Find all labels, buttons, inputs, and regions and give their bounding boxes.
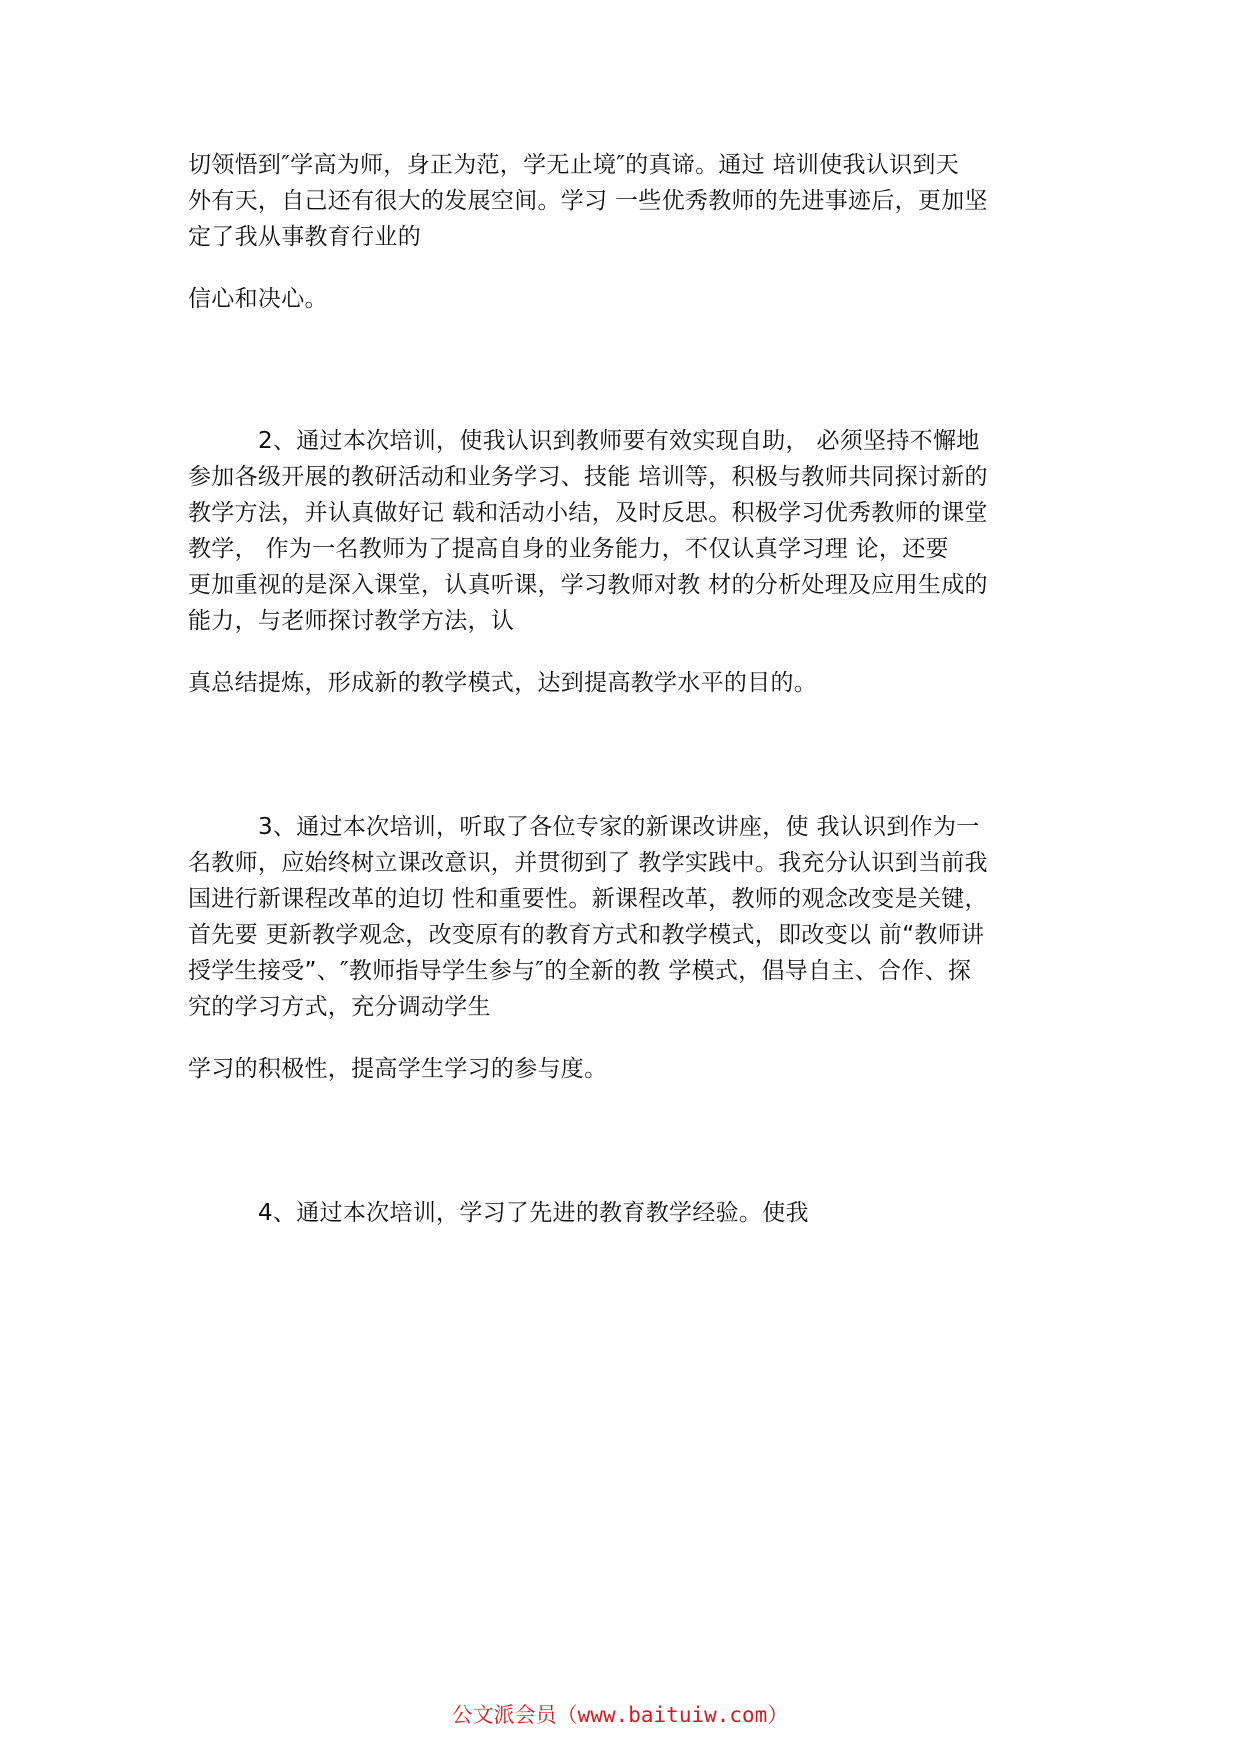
paragraph-line: 首先要 更新教学观念，改变原有的教育方式和教学模式，即改变以 前“教师讲 — [188, 922, 985, 948]
footer-brand: 公文派会员 — [451, 1703, 557, 1727]
paragraph-line: 更加重视的是深入课堂，认真听课，学习教师对教 材的分析处理及应用生成的 — [188, 572, 988, 598]
paragraph-line: 定了我从事教育行业的 — [188, 224, 421, 250]
paragraph-line: 切领悟到″学高为师，身正为范，学无止境″的真谛。通过 培训使我认识到天 — [188, 152, 959, 178]
footer-close-paren: ） — [767, 1703, 789, 1727]
paragraph-line: 外有天，自己还有很大的发展空间。学习 一些优秀教师的先进事迹后，更加坚 — [188, 188, 988, 214]
paragraph-line: 授学生接受”、″教师指导学生参与″的全新的教 学模式，倡导自主、合作、探 — [188, 958, 972, 984]
paragraph-line: 教学， 作为一名教师为了提高自身的业务能力，不仅认真学习理 论，还要 — [188, 536, 949, 562]
paragraph-line: 真总结提炼，形成新的教学模式，达到提高教学水平的目的。 — [188, 670, 818, 696]
paragraph-line: 学习的积极性，提高学生学习的参与度。 — [188, 1056, 608, 1082]
paragraph-line: 参加各级开展的教研活动和业务学习、技能 培训等，积极与教师共同探讨新的 — [188, 464, 988, 490]
paragraph-line: 2、通过本次培训，使我认识到教师要有效实现自助， 必须坚持不懈地 — [258, 428, 980, 454]
footer-watermark — [0, 1700, 1240, 1730]
paragraph-line: 3、通过本次培训，听取了各位专家的新课改讲座，使 我认识到作为一 — [258, 814, 980, 840]
paragraph-line: 能力，与老师探讨教学方法，认 — [188, 608, 515, 634]
paragraph-line: 4、通过本次培训，学习了先进的教育教学经验。使我 — [258, 1200, 809, 1226]
paragraph-line: 究的学习方式，充分调动学生 — [188, 994, 491, 1020]
footer-open-paren: （ — [556, 1703, 578, 1727]
paragraph-line: 名教师，应始终树立课改意识，并贯彻到了 教学实践中。我充分认识到当前我 — [188, 850, 988, 876]
paragraph-line: 国进行新课程改革的迫切 性和重要性。新课程改革，教师的观念改变是关键， — [188, 886, 988, 912]
footer-url[interactable]: www.baituiw.com — [577, 1703, 768, 1727]
paragraph-line: 信心和决心。 — [188, 286, 328, 312]
paragraph-line: 教学方法，并认真做好记 载和活动小结，及时反思。积极学习优秀教师的课堂 — [188, 500, 988, 526]
